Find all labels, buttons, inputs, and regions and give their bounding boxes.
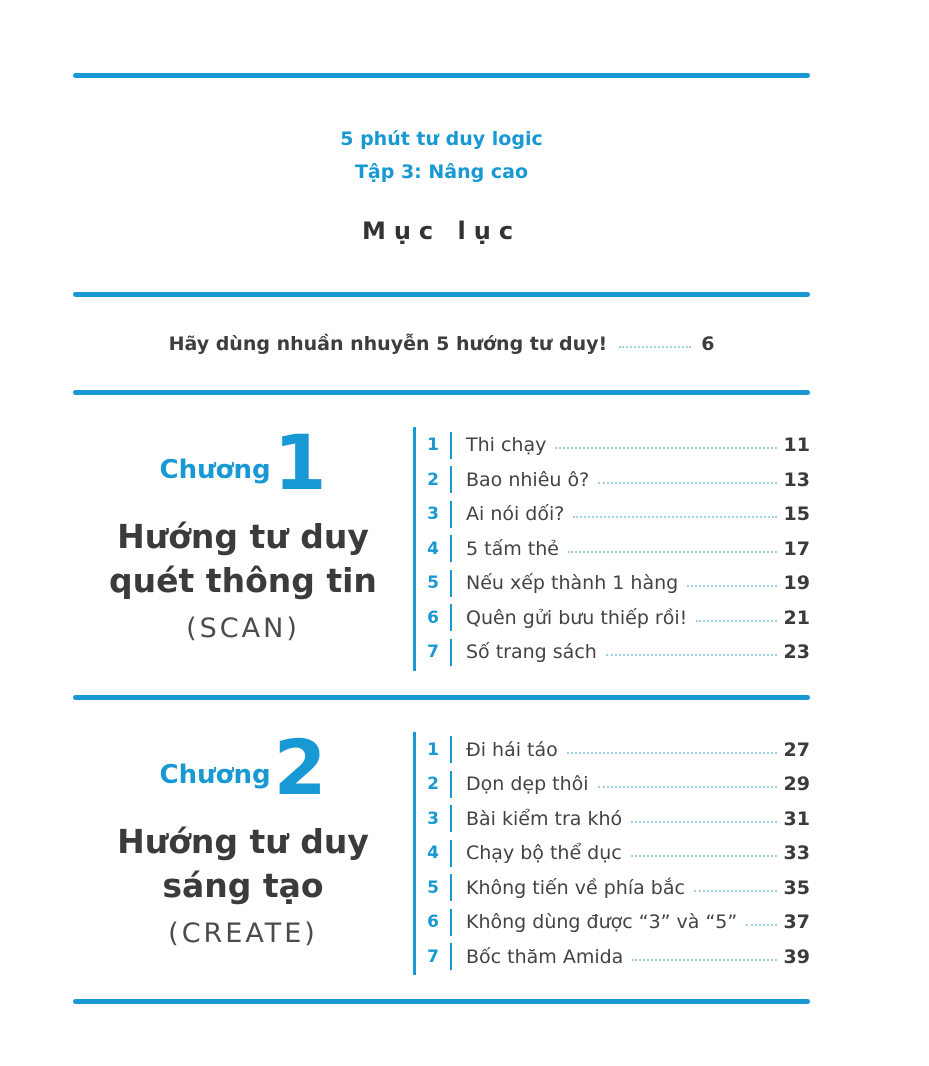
top-divider — [73, 73, 810, 78]
toc-row-title: Số trang sách — [466, 641, 597, 664]
toc-row-page: 27 — [783, 738, 810, 761]
toc-row-page: 39 — [783, 945, 810, 968]
toc-row — [416, 601, 810, 636]
toc-row — [416, 767, 810, 802]
toc-row-leader-dots — [632, 959, 776, 961]
toc-row-page: 17 — [783, 537, 810, 560]
toc-row-title: 5 tấm thẻ — [466, 537, 559, 560]
bottom-divider — [73, 999, 810, 1004]
toc-row-leader-dots — [567, 752, 777, 754]
toc-row-number: 1 — [427, 435, 439, 456]
toc-row — [416, 463, 810, 498]
chapter-2-label: Chương — [159, 759, 271, 790]
toc-row — [416, 733, 810, 768]
toc-row — [416, 532, 810, 567]
toc-row-leader-dots — [746, 924, 776, 926]
toc-row-number: 2 — [427, 774, 439, 795]
chapter-2-title — [73, 820, 413, 908]
toc-row-page: 11 — [783, 434, 810, 457]
chapter-1-title-line1: Hướng tư duy — [117, 517, 369, 557]
toc-row-title: Bao nhiêu ô? — [466, 468, 590, 491]
toc-row-leader-dots — [598, 482, 776, 484]
toc-row-number: 7 — [427, 946, 439, 967]
toc-row-title: Chạy bộ thể dục — [466, 842, 622, 865]
toc-row-leader-dots — [631, 821, 776, 823]
toc-row-title: Bốc thăm Amida — [466, 945, 624, 968]
toc-row-title: Đi hái táo — [466, 738, 558, 761]
toc-row — [416, 428, 810, 463]
toc-row-title: Thi chạy — [466, 434, 547, 457]
toc-row-title: Quên gửi bưu thiếp rồi! — [466, 606, 688, 629]
toc-row-title: Không tiến về phía bắc — [466, 876, 685, 899]
chapter-2-title-line1: Hướng tư duy — [117, 821, 369, 861]
toc-row-number: 6 — [427, 912, 439, 933]
toc-row-title: Dọn dẹp thôi — [466, 773, 589, 796]
toc-row-title: Nếu xếp thành 1 hàng — [466, 572, 679, 595]
chapter-2-subtitle: (CREATE) — [168, 917, 318, 949]
toc-row-number: 5 — [427, 877, 439, 898]
toc-row-number: 4 — [427, 843, 439, 864]
toc-row-leader-dots — [568, 551, 777, 553]
toc-row-number: 6 — [427, 607, 439, 628]
toc-row — [416, 635, 810, 670]
series-title: 5 phút tư duy logic — [340, 128, 543, 150]
toc-row — [416, 802, 810, 837]
toc-row-title: Không dùng được “3” và “5” — [466, 911, 738, 934]
intro-toc-entry — [73, 297, 810, 390]
toc-row-leader-dots — [631, 855, 777, 857]
toc-row-page: 33 — [783, 842, 810, 865]
toc-row-page: 13 — [783, 468, 810, 491]
toc-row-page: 19 — [783, 572, 810, 595]
chapter-2-title-line2: sáng tạo — [162, 865, 324, 905]
toc-row-number: 2 — [427, 469, 439, 490]
toc-row-leader-dots — [573, 516, 776, 518]
chapter-2-heading — [73, 722, 413, 976]
chapter-1-title — [73, 515, 413, 603]
toc-row — [416, 940, 810, 975]
toc-row-number: 4 — [427, 538, 439, 559]
toc-row — [416, 836, 810, 871]
toc-row-leader-dots — [694, 890, 777, 892]
toc-row-page: 35 — [783, 876, 810, 899]
chapter-1-subtitle: (SCAN) — [186, 613, 300, 645]
toc-row-page: 37 — [783, 911, 810, 934]
toc-row-page: 15 — [783, 503, 810, 526]
toc-row-page: 23 — [783, 641, 810, 664]
toc-row-title: Bài kiểm tra khó — [466, 807, 623, 830]
toc-row-leader-dots — [696, 620, 776, 622]
toc-row-number: 7 — [427, 642, 439, 663]
chapter-1-toc-list — [413, 427, 810, 671]
toc-row-leader-dots — [687, 585, 776, 587]
intro-page-number: 6 — [701, 332, 715, 355]
chapter-1-heading — [73, 418, 413, 671]
toc-row — [416, 905, 810, 940]
toc-row-number: 1 — [427, 739, 439, 760]
book-header — [73, 130, 810, 292]
chapter-2-number: 2 — [273, 722, 327, 812]
toc-row-leader-dots — [598, 786, 777, 788]
toc-row — [416, 497, 810, 532]
intro-leader-dots — [619, 346, 691, 348]
chapter-2-toc-list — [413, 732, 810, 976]
chapter-1-number: 1 — [273, 418, 327, 507]
toc-row-title: Ai nói dối? — [466, 503, 565, 526]
toc-row-number: 3 — [427, 504, 439, 525]
toc-row-number: 5 — [427, 573, 439, 594]
volume-title: Tập 3: Nâng cao — [354, 161, 529, 183]
chapter-1-label: Chương — [159, 455, 271, 486]
toc-row-number: 3 — [427, 808, 439, 829]
chapter-1-section — [73, 395, 810, 695]
toc-row — [416, 871, 810, 906]
intro-entry-title: Hãy dùng nhuần nhuyễn 5 hướng tư duy! — [168, 332, 608, 355]
toc-row — [416, 566, 810, 601]
toc-row-leader-dots — [555, 447, 776, 449]
page-title: Mục lục — [361, 217, 522, 245]
toc-row-page: 21 — [783, 606, 810, 629]
toc-row-page: 31 — [783, 807, 810, 830]
toc-row-leader-dots — [606, 654, 777, 656]
chapter-2-section — [73, 700, 810, 1000]
chapter-1-title-line2: quét thông tin — [109, 561, 377, 601]
toc-row-page: 29 — [783, 773, 810, 796]
